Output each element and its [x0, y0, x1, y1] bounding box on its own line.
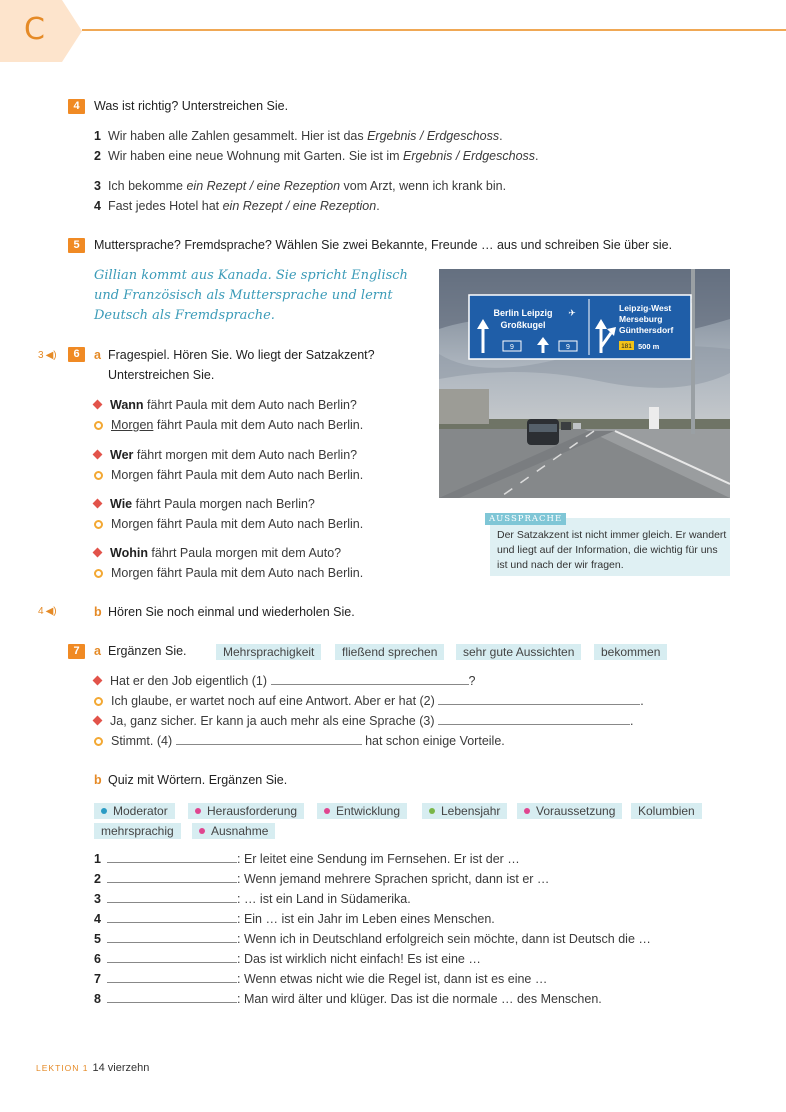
diamond-bullet-icon: [93, 676, 103, 686]
answer-text: Morgen fährt Paula mit dem Auto nach Berlin.: [111, 566, 364, 580]
circle-bullet-icon: [94, 520, 103, 529]
dialog-text: Ich glaube, er wartet noch auf eine Antwort. Aber er hat (2): [111, 694, 439, 708]
stressed-word: Wohin: [110, 546, 148, 560]
exercise-6a-label: a: [94, 348, 101, 362]
diamond-bullet-icon: [93, 548, 103, 558]
quiz-item: [94, 992, 602, 1006]
quiz-item: [94, 852, 520, 866]
quiz-clue: : Man wird älter und klüger. Das ist die normale … des Menschen.: [237, 992, 602, 1006]
quiz-item: [94, 892, 411, 906]
chip-label: Herausforderung: [207, 804, 298, 818]
dialog-line: [94, 694, 644, 708]
answer-blank[interactable]: [107, 953, 237, 963]
word-chip: [317, 803, 407, 819]
quiz-number: 5: [94, 932, 101, 946]
choice-option[interactable]: ein Rezept / eine Rezeption: [186, 179, 341, 193]
answer-line: [94, 468, 363, 482]
diamond-bullet-icon: [93, 400, 103, 410]
item-number: 1: [94, 129, 101, 143]
circle-bullet-icon: [94, 421, 103, 430]
word-chip: bekommen: [594, 644, 667, 660]
dialog-line: [94, 714, 633, 728]
item-text: .: [499, 129, 503, 143]
exercise-7b-label: b: [94, 773, 102, 787]
quiz-clue: : Wenn jemand mehrere Sprachen spricht, dann ist er …: [237, 872, 550, 886]
dialog-text: .: [629, 714, 634, 728]
exercise-7a-title: Ergänzen Sie.: [108, 644, 187, 658]
exercise-6a-title-1: Fragespiel. Hören Sie. Wo liegt der Satzakzent?: [108, 348, 375, 362]
dialog-text: hat schon einige Vorteile.: [361, 734, 505, 748]
dialog-text: Ja, ganz sicher. Er kann ja auch mehr als eine Sprache (3): [110, 714, 438, 728]
answer-blank[interactable]: [107, 893, 237, 903]
item-text: Fast jedes Hotel hat: [107, 199, 223, 213]
exercise-4-title: Was ist richtig? Unterstreichen Sie.: [94, 99, 289, 113]
dialog-text: ?: [468, 674, 476, 688]
underlined-word: Morgen: [111, 418, 154, 432]
dialog-text: .: [640, 694, 644, 708]
chip-label: Moderator: [113, 804, 168, 818]
quiz-item: [94, 952, 481, 966]
answer-blank[interactable]: [107, 993, 237, 1003]
exercise-number-6: 6: [68, 347, 85, 362]
answer-blank[interactable]: [107, 853, 237, 863]
lesson-label: LEKTION 1: [36, 1063, 89, 1073]
stressed-word: Wann: [110, 398, 144, 412]
chip-label: Entwicklung: [336, 804, 401, 818]
question-text: fährt morgen mit dem Auto nach Berlin?: [133, 448, 358, 462]
word-chip: Mehrsprachigkeit: [216, 644, 321, 660]
exercise-6a-title-2: Unterstreichen Sie.: [108, 368, 215, 382]
category-dot-icon: [324, 808, 330, 814]
answer-blank[interactable]: [107, 873, 237, 883]
question-text: fährt Paula morgen mit dem Auto?: [147, 546, 342, 560]
word-chip: [422, 803, 507, 819]
word-chip: [94, 823, 181, 839]
item-text: vom Arzt, wenn ich krank bin.: [340, 179, 507, 193]
category-dot-icon: [199, 828, 205, 834]
sign-right-line-2: Merseburg: [619, 314, 663, 324]
exercise-7b-title: Quiz mit Wörtern. Ergänzen Sie.: [108, 773, 288, 787]
quiz-item: [94, 972, 547, 986]
question-text: fährt Paula mit dem Auto nach Berlin?: [143, 398, 357, 412]
answer-line: [94, 566, 363, 580]
quiz-clue: : Er leitet eine Sendung im Fernsehen. Er ist der …: [237, 852, 520, 866]
chip-label: Ausnahme: [211, 824, 269, 838]
speaker-icon: ◀): [45, 606, 57, 617]
item-text: Wir haben alle Zahlen gesammelt. Hier ist das: [107, 129, 368, 143]
question-line: [94, 497, 315, 511]
header-rule: [82, 29, 786, 31]
circle-bullet-icon: [94, 737, 103, 746]
item-text: .: [535, 149, 539, 163]
quiz-clue: : Das ist wirklich nicht einfach! Es ist eine …: [237, 952, 481, 966]
exercise-5-title: Muttersprache? Fremdsprache? Wählen Sie zwei Bekannte, Freunde … aus und schreiben Sie über sie.: [94, 238, 673, 252]
category-dot-icon: [101, 808, 107, 814]
answer-blank[interactable]: [438, 715, 630, 725]
answer-blank[interactable]: [107, 913, 237, 923]
exercise-7a-label: a: [94, 644, 101, 658]
answer-blank[interactable]: [176, 735, 362, 745]
chip-label: Lebensjahr: [441, 804, 501, 818]
dialog-line: [94, 734, 505, 748]
word-chip: [94, 803, 175, 819]
circle-bullet-icon: [94, 569, 103, 578]
audio-track-3[interactable]: [38, 350, 57, 361]
quiz-number: 4: [94, 912, 101, 926]
stressed-word: Wie: [110, 497, 133, 511]
quiz-item: [94, 872, 549, 886]
route-number-b: 9: [566, 344, 570, 351]
quiz-number: 7: [94, 972, 101, 986]
item-number: 2: [94, 149, 101, 163]
distance-label: 500 m: [638, 342, 660, 351]
page-footer: [36, 1062, 149, 1074]
exercise-number-7: 7: [68, 644, 85, 659]
aussprache-tag: AUSSPRACHE: [485, 513, 566, 525]
quiz-number: 6: [94, 952, 101, 966]
dialog-line: [94, 674, 475, 688]
dialog-text: Hat er den Job eigentlich (1): [110, 674, 271, 688]
word-chip: [517, 803, 622, 819]
category-dot-icon: [429, 808, 435, 814]
audio-track-number: 4: [38, 606, 44, 617]
route-number-a: 9: [510, 344, 514, 351]
answer-blank[interactable]: [271, 675, 469, 685]
exercise-number-5: 5: [68, 238, 85, 253]
answer-text: fährt Paula mit dem Auto nach Berlin.: [153, 418, 364, 432]
exercise-4-item: [94, 149, 539, 163]
item-text: Wir haben eine neue Wohnung mit Garten. Sie ist im: [107, 149, 404, 163]
quiz-clue: : Ein … ist ein Jahr im Leben eines Menschen.: [237, 912, 495, 926]
sign-right-line-3: Günthersdorf: [619, 325, 674, 335]
circle-bullet-icon: [94, 697, 103, 706]
quiz-clue: : Wenn ich in Deutschland erfolgreich sein möchte, dann ist Deutsch die …: [237, 932, 651, 946]
airport-icon: ✈: [568, 308, 576, 318]
choice-option[interactable]: Ergebnis / Erdgeschoss: [403, 149, 536, 163]
quiz-clue: : … ist ein Land in Südamerika.: [237, 892, 411, 906]
answer-line: [94, 418, 363, 432]
quiz-item: [94, 932, 651, 946]
answer-text: Morgen fährt Paula mit dem Auto nach Berlin.: [111, 517, 364, 531]
example-text: Gillian kommt aus Kanada. Sie spricht Englisch und Französisch als Muttersprache und lernt Deutsch als Fremdsprache.: [94, 268, 408, 323]
diamond-bullet-icon: [93, 716, 103, 726]
circle-bullet-icon: [94, 471, 103, 480]
item-text: Ich bekomme: [107, 179, 187, 193]
chip-label: Kolumbien: [638, 804, 695, 818]
answer-blank[interactable]: [438, 695, 640, 705]
quiz-number: 1: [94, 852, 101, 866]
quiz-number: 3: [94, 892, 101, 906]
exercise-4-item: [94, 129, 503, 143]
exercise-4-item: [94, 199, 380, 213]
sign-left-line-1: Berlin Leipzig: [493, 308, 553, 318]
choice-option[interactable]: ein Rezept / eine Rezeption: [222, 199, 377, 213]
question-line: [94, 546, 341, 560]
stressed-word: Wer: [110, 448, 134, 462]
word-chip: [631, 803, 702, 819]
page-number: 14 vierzehn: [92, 1062, 150, 1074]
chip-label: Voraussetzung: [536, 804, 616, 818]
section-letter: C: [24, 12, 45, 47]
sign-left-line-2: Großkugel: [500, 320, 546, 330]
item-number: 3: [94, 179, 101, 193]
quiz-item: [94, 912, 495, 926]
route-number-c: 181: [621, 343, 632, 350]
aussprache-text: Der Satzakzent ist nicht immer gleich. Er wandert und liegt auf der Information, die wichtig für uns ist und nach der wir fragen.: [497, 529, 727, 571]
answer-blank[interactable]: [107, 973, 237, 983]
audio-track-4[interactable]: [38, 606, 57, 617]
exercise-number-4: 4: [68, 99, 85, 114]
motorway-photo: [439, 269, 730, 498]
exercise-6b-label: b: [94, 605, 102, 619]
quiz-number: 8: [94, 992, 101, 1006]
word-chip: sehr gute Aussichten: [456, 644, 581, 660]
category-dot-icon: [195, 808, 201, 814]
chip-label: mehrsprachig: [101, 824, 174, 838]
word-chip: [188, 803, 304, 819]
choice-option[interactable]: Ergebnis / Erdgeschoss: [367, 129, 500, 143]
word-chip: fließend sprechen: [335, 644, 444, 660]
quiz-clue: : Wenn etwas nicht wie die Regel ist, dann ist es eine …: [237, 972, 548, 986]
exercise-6b-title: Hören Sie noch einmal und wiederholen Sie.: [108, 605, 355, 619]
question-text: fährt Paula morgen nach Berlin?: [132, 497, 315, 511]
audio-track-number: 3: [38, 350, 44, 361]
word-chip: [192, 823, 275, 839]
exercise-4-item: [94, 179, 506, 193]
item-number: 4: [94, 199, 101, 213]
item-text: .: [376, 199, 380, 213]
answer-line: [94, 517, 363, 531]
quiz-number: 2: [94, 872, 101, 886]
sign-right-line-1: Leipzig-West: [619, 303, 672, 313]
question-line: [94, 448, 357, 462]
diamond-bullet-icon: [93, 450, 103, 460]
answer-text: Morgen fährt Paula mit dem Auto nach Berlin.: [111, 468, 364, 482]
dialog-text: Stimmt. (4): [111, 734, 176, 748]
diamond-bullet-icon: [93, 499, 103, 509]
category-dot-icon: [524, 808, 530, 814]
speaker-icon: ◀): [45, 350, 57, 361]
answer-blank[interactable]: [107, 933, 237, 943]
question-line: [94, 398, 357, 412]
